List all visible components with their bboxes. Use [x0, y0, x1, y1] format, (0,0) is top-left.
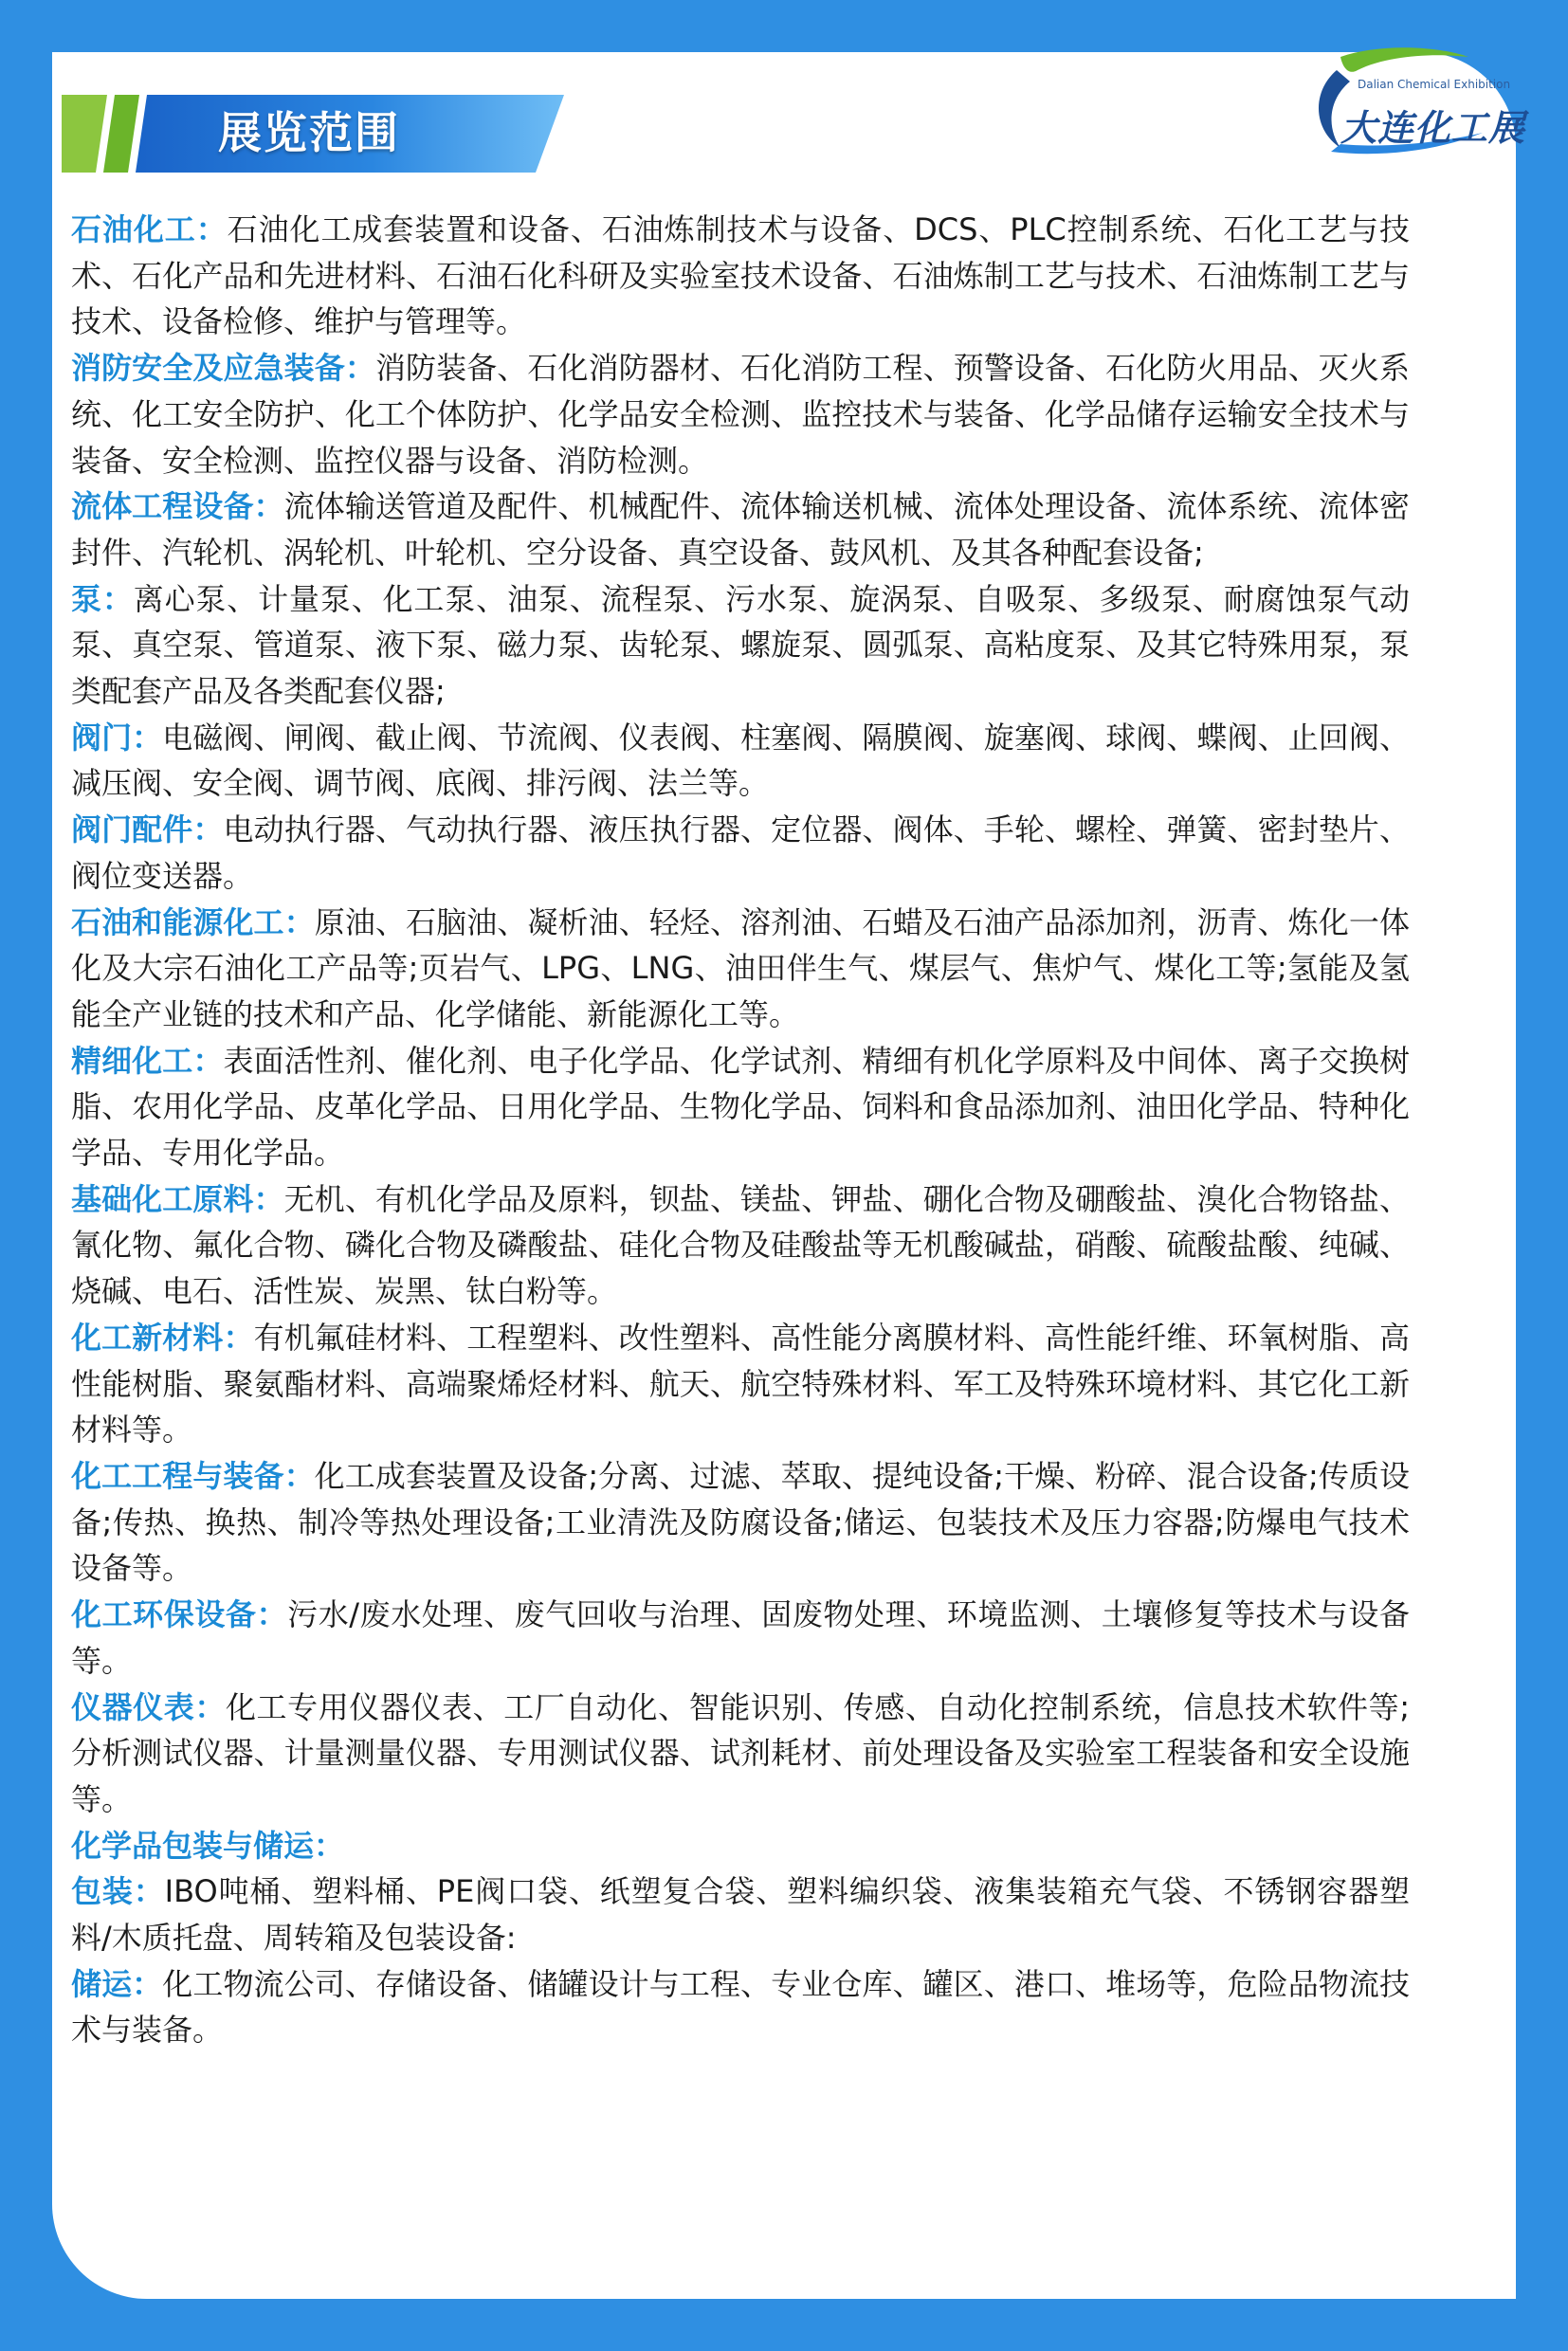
list-item	[71, 1685, 1410, 1823]
list-item	[71, 1961, 1410, 2053]
exhibition-logo	[1274, 38, 1526, 161]
category-label: 泵：	[71, 580, 134, 617]
list-item	[71, 807, 1410, 899]
category-text: 电磁阀、闸阀、截止阀、节流阀、仪表阀、柱塞阀、隔膜阀、旋塞阀、球阀、蝶阀、止回阀、减压阀、安全阀、调节阀、底阀、排污阀、法兰等。	[71, 719, 1410, 802]
list-item	[71, 345, 1410, 483]
category-label: 精细化工：	[71, 1042, 224, 1079]
list-item	[71, 483, 1410, 575]
category-label: 流体工程设备：	[71, 488, 284, 525]
category-label: 包装：	[71, 1873, 165, 1910]
category-label: 基础化工原料：	[71, 1180, 284, 1217]
list-item	[71, 715, 1410, 807]
category-text: 消防装备、石化消防器材、石化消防工程、预警设备、石化防火用品、灭火系统、化工安全防护、化工个体防护、化学品安全检测、监控技术与装备、化学品储存运输安全技术与装备、安全检测、监控仪器与设备、消防检测。	[71, 350, 1410, 479]
category-label: 阀门：	[71, 719, 163, 756]
list-item	[71, 900, 1410, 1038]
category-text: 流体输送管道及配件、机械配件、流体输送机械、流体处理设备、流体系统、流体密封件、汽轮机、涡轮机、叶轮机、空分设备、真空设备、鼓风机、及其各种配套设备;	[71, 488, 1410, 571]
category-label: 阀门配件：	[71, 811, 224, 848]
category-text: 化工成套装置及设备;分离、过滤、萃取、提纯设备;干燥、粉碎、混合设备;传质设备;传热、换热、制冷等热处理设备;工业清洗及防腐设备;储运、包装技术及压力容器;防爆电气技术设备等。	[71, 1457, 1410, 1587]
list-item	[71, 576, 1410, 715]
category-label: 仪器仪表：	[71, 1688, 226, 1725]
exhibition-scope-list	[71, 207, 1410, 2053]
category-text: 表面活性剂、催化剂、电子化学品、化学试剂、精细有机化学原料及中间体、离子交换树脂、农用化学品、皮革化学品、日用化学品、生物化学品、饲料和食品添加剂、油田化学品、特种化学品、专用化学品。	[71, 1042, 1410, 1172]
category-text: 离心泵、计量泵、化工泵、油泵、流程泵、污水泵、旋涡泵、自吸泵、多级泵、耐腐蚀泵气动泵、真空泵、管道泵、液下泵、磁力泵、齿轮泵、螺旋泵、圆弧泵、高粘度泵、及其它特殊用泵，泵类配套产品及各类配套仪器;	[71, 580, 1410, 710]
section-title: 展览范围	[218, 107, 400, 158]
list-item	[71, 1176, 1410, 1315]
category-text: 有机氟硅材料、工程塑料、改性塑料、高性能分离膜材料、高性能纤维、环氧树脂、高性能树脂、聚氨酯材料、高端聚烯烃材料、航天、航空特殊材料、军工及特殊环境材料、其它化工新材料等。	[71, 1319, 1410, 1449]
list-item	[71, 1038, 1410, 1176]
list-item	[71, 1868, 1410, 1960]
category-label: 储运：	[71, 1965, 163, 2002]
category-label: 石油化工：	[71, 211, 228, 247]
category-label: 消防安全及应急装备：	[71, 350, 375, 387]
logo-chinese-text: 大连化工展	[1340, 107, 1526, 149]
logo-english-text: Dalian Chemical Exhibition	[1358, 78, 1511, 91]
category-label: 化学品包装与储运：	[71, 1827, 345, 1864]
category-text: 化工专用仪器仪表、工厂自动化、智能识别、传感、自动化控制系统，信息技术软件等;分析测试仪器、计量测量仪器、专用测试仪器、试剂耗材、前处理设备及实验室工程装备和安全设施等。	[71, 1688, 1410, 1817]
category-text: 电动执行器、气动执行器、液压执行器、定位器、阀体、手轮、螺栓、弹簧、密封垫片、阀位变送器。	[71, 811, 1410, 894]
category-text: 污水/废水处理、废气回收与治理、固废物处理、环境监测、土壤修复等技术与设备等。	[71, 1596, 1410, 1679]
category-label: 化工工程与装备：	[71, 1457, 315, 1494]
category-text: 无机、有机化学品及原料，钡盐、镁盐、钾盐、硼化合物及硼酸盐、溴化合物铬盐、氰化物、氟化合物、磷化合物及磷酸盐、硅化合物及硅酸盐等无机酸碱盐，硝酸、硫酸盐酸、纯碱、烧碱、电石、活性炭、炭黑、钛白粉等。	[71, 1180, 1410, 1310]
list-item	[71, 1823, 1410, 1869]
list-item	[71, 1453, 1410, 1592]
category-text: IBO吨桶、塑料桶、PE阀口袋、纸塑复合袋、塑料编织袋、液集装箱充气袋、不锈钢容器塑料/木质托盘、周转箱及包装设备:	[71, 1873, 1410, 1957]
list-item	[71, 1315, 1410, 1453]
category-text: 原油、石脑油、凝析油、轻烃、溶剂油、石蜡及石油产品添加剂，沥青、炼化一体化及大宗石油化工产品等;页岩气、LPG、LNG、油田伴生气、煤层气、焦炉气、煤化工等;氢能及氢能全产业链的技术和产品、化学储能、新能源化工等。	[71, 903, 1410, 1032]
category-label: 化工新材料：	[71, 1319, 254, 1356]
list-item	[71, 207, 1410, 345]
list-item	[71, 1592, 1410, 1684]
category-text: 石油化工成套装置和设备、石油炼制技术与设备、DCS、PLC控制系统、石化工艺与技术、石化产品和先进材料、石油石化科研及实验室技术设备、石油炼制工艺与技术、石油炼制工艺与技术、设备检修、维护与管理等。	[71, 211, 1410, 340]
section-header	[62, 95, 564, 173]
category-label: 化工环保设备：	[71, 1596, 288, 1633]
category-label: 石油和能源化工：	[71, 903, 315, 940]
category-text: 化工物流公司、存储设备、储罐设计与工程、专业仓库、罐区、港口、堆场等，危险品物流技术与装备。	[71, 1965, 1410, 2049]
